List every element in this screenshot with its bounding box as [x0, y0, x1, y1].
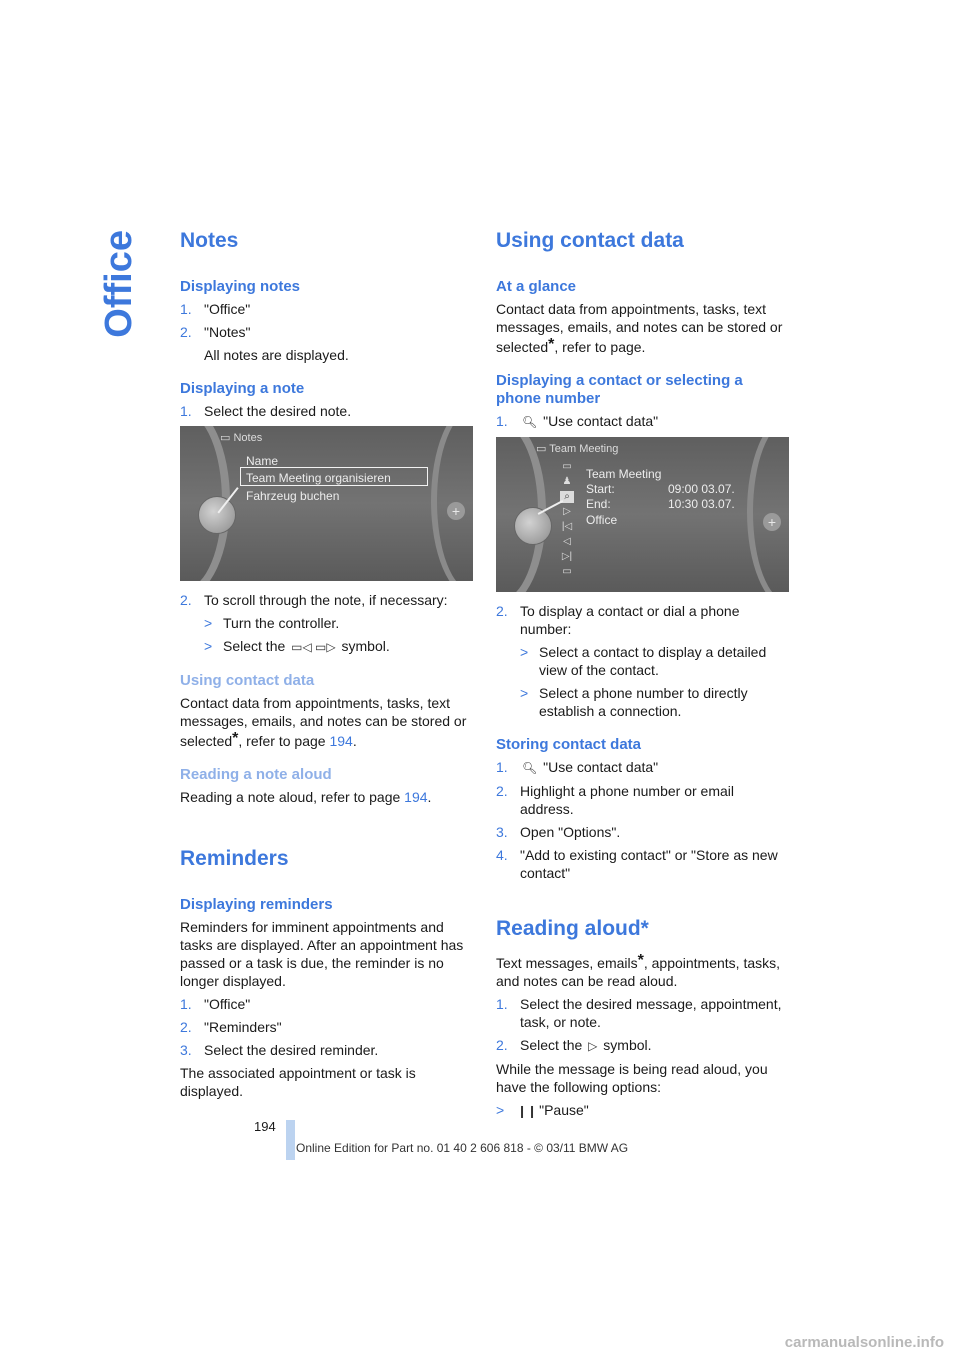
left-column — [180, 228, 475, 1116]
subheading-displaying-reminders: Displaying reminders — [180, 896, 333, 913]
sub-item: > Select the ▭◁ ▭▷ symbol. — [204, 638, 390, 654]
screen-title: Team Meeting — [586, 467, 662, 481]
paragraph: Contact data from appointments, tasks, text messages, emails, and notes can be stored or selected*, refer to page 194. — [180, 695, 467, 749]
section-displaying-notes — [180, 278, 475, 364]
list-item: 3. Select the desired reminder. — [180, 1042, 379, 1058]
plus-icon: + — [447, 502, 465, 520]
page-number: 194 — [254, 1119, 276, 1134]
paragraph: Reminders for imminent appointments and tasks are displayed. After an appointment has passed or a task is due, the reminder is no longer displayed. — [180, 919, 464, 989]
watermark: carmanualsonline.info — [784, 1334, 944, 1351]
list-item: 4. "Add to existing contact" or "Store as new contact" — [496, 847, 778, 881]
screen-row: Team Meeting organisieren — [246, 471, 391, 485]
paragraph: Text messages, emails*, appointments, tasks, and notes can be read aloud. — [496, 952, 781, 989]
section-storing-contact-data — [496, 736, 791, 882]
note-text: All notes are displayed. — [204, 347, 349, 363]
heading-notes: Notes — [180, 229, 239, 252]
subheading-reading-note-aloud: Reading a note aloud — [180, 766, 332, 783]
section-at-a-glance — [496, 278, 791, 356]
section-reading-note-aloud — [180, 766, 475, 806]
contact-data-icon: 🔍︎ — [522, 761, 538, 775]
list-item: 1. "Office" — [180, 301, 251, 317]
sub-item: > Turn the controller. — [204, 615, 340, 631]
list-item: > ❙❙ "Pause" — [496, 1102, 589, 1118]
play-icon: ▷ — [588, 1039, 598, 1053]
screen-header: ▭ Notes — [220, 432, 263, 444]
list-item: 3. Open "Options". — [496, 824, 621, 840]
subheading-using-contact-data: Using contact data — [180, 672, 315, 689]
team-meeting-screen-image — [496, 437, 789, 592]
list-item: 2. Highlight a phone number or email address. — [496, 783, 735, 817]
screen-start-value: 09:00 03.07. — [668, 482, 735, 496]
heading-reminders: Reminders — [180, 847, 289, 870]
heading-reading-aloud: Reading aloud* — [496, 917, 649, 940]
notes-screen-image — [180, 426, 473, 581]
screen-office: Office — [586, 513, 618, 527]
subheading-displaying-a-note: Displaying a note — [180, 380, 305, 397]
subheading-storing-contact-data: Storing contact data — [496, 736, 642, 753]
section-using-contact-data-left — [180, 672, 475, 750]
screen-end-label: End: — [586, 497, 611, 511]
screen-header: ▭ Team Meeting — [536, 443, 619, 455]
screen-start-label: Start: — [586, 482, 615, 496]
subheading-displaying-notes: Displaying notes — [180, 278, 301, 295]
section-reading-aloud — [496, 952, 791, 1120]
list-item: 2. Select the ▷ symbol. — [496, 1037, 652, 1053]
sub-item: > Select a phone number to directly establish a connection. — [520, 685, 748, 719]
screen-row: Name — [246, 454, 279, 468]
screen-end-value: 10:30 03.07. — [668, 497, 735, 511]
controller-icon — [198, 496, 236, 534]
list-item: 2. To scroll through the note, if necessary: — [180, 592, 448, 608]
heading-using-contact-data: Using contact data — [496, 229, 684, 252]
sub-item: > Select a contact to display a detailed view of the contact. — [520, 644, 767, 678]
page-link[interactable]: 194 — [329, 733, 353, 749]
paragraph: Reading a note aloud, refer to page 194. — [180, 789, 432, 805]
right-column — [496, 228, 791, 1136]
controller-icon — [514, 507, 552, 545]
section-displaying-contact — [496, 372, 791, 720]
section-displaying-reminders — [180, 896, 475, 1100]
chapter-tab: Office — [98, 230, 140, 338]
footer-marker — [286, 1120, 295, 1160]
list-item: 1. "Office" — [180, 996, 251, 1012]
list-item: 2. To display a contact or dial a phone number: — [496, 603, 740, 637]
list-item: 1. 🔍︎ "Use contact data" — [496, 759, 659, 775]
paragraph: The associated appointment or task is displayed. — [180, 1065, 416, 1099]
page-link[interactable]: 194 — [404, 789, 428, 805]
scroll-symbols-icon: ▭◁ ▭▷ — [291, 640, 336, 654]
screen-row: Fahrzeug buchen — [246, 489, 340, 503]
paragraph: Contact data from appointments, tasks, text messages, emails, and notes can be stored or selected*, refer to page. — [496, 301, 783, 355]
paragraph: While the message is being read aloud, you have the following options: — [496, 1061, 768, 1095]
subheading-displaying-contact: Displaying a contact or selecting a phone number — [496, 372, 743, 407]
list-item: 1. Select the desired note. — [180, 403, 352, 419]
subheading-at-a-glance: At a glance — [496, 278, 577, 295]
list-item: 2. "Reminders" — [180, 1019, 282, 1035]
contact-data-icon: 🔍︎ — [522, 415, 538, 429]
screen-icon-column: ▭ ♟ ⌕ ▷ |◁ ◁ ▷| ▭ — [561, 461, 573, 577]
pause-icon: ❙❙ — [517, 1104, 538, 1118]
section-displaying-a-note — [180, 380, 475, 656]
edition-footer: Online Edition for Part no. 01 40 2 606 818 - © 03/11 BMW AG — [296, 1141, 629, 1155]
list-item: 2. "Notes" — [180, 324, 251, 340]
plus-icon: + — [763, 513, 781, 531]
list-item: 1. Select the desired message, appointment, task, or note. — [496, 996, 782, 1030]
list-item: 1. 🔍︎ "Use contact data" — [496, 413, 659, 429]
